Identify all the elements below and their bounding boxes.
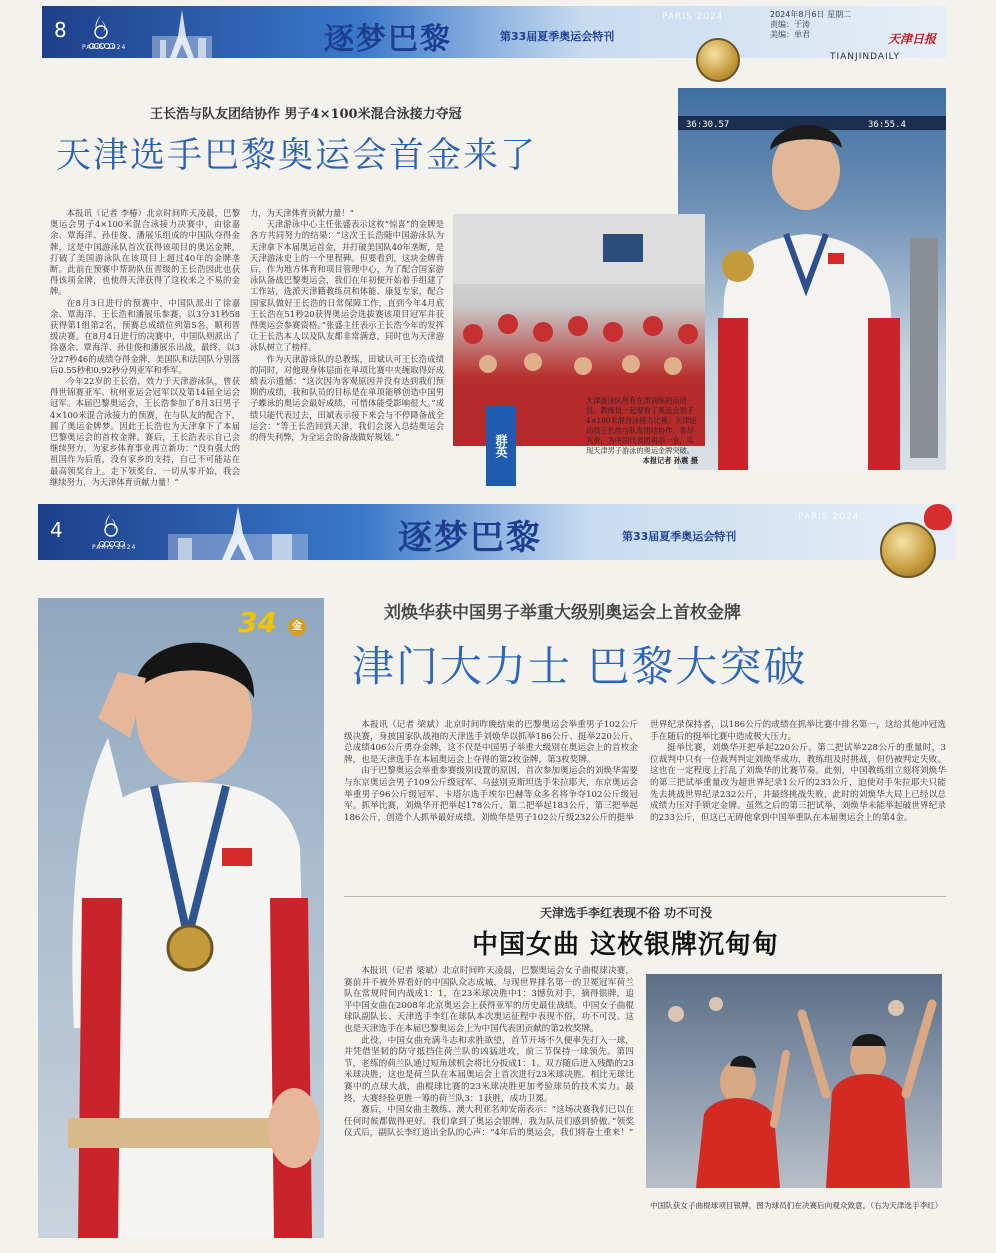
date-text: 2024年8月6日 星期二	[770, 10, 852, 19]
top-photo-caption	[586, 396, 698, 466]
scoreboard-left: 36:30.57	[686, 120, 730, 130]
bottom-banner-subtitle: 第33届夏季奥运会特刊	[622, 530, 737, 543]
story2-p1: 本报讯（记者 梁斌）北京时间昨天凌晨，巴黎奥运会女子曲棍球决赛，赛前并不被外界看好的中国队众志成城，与现世界排名第一的卫冕冠军荷兰队在常规时间内战成1：1，在23米球决胜中1：3憾负对手，摘得银牌，追平中国女曲在2008年北京奥运会上获得亚军的历史最佳战绩。中国女子曲棍球队副队长、天津选手李红在球队本次奥运征程中表现不俗，功不可没。这也是天津选手在本届巴黎奥运会上为中国代表团贡献的第2枚奖牌。	[344, 966, 634, 1034]
gold-count-label: 金	[288, 618, 306, 636]
bottom-story1-col1	[344, 720, 638, 888]
bottom-banner-paris: PARIS 2024	[798, 512, 860, 522]
editor-text: 责编：于涛	[770, 20, 810, 29]
bottom-eiffel-tower-icon	[168, 504, 308, 560]
scoreboard-right: 36:55.4	[868, 120, 906, 130]
top-banner-subtitle: 第33届夏季奥运会特刊	[500, 30, 615, 43]
bottom-page-number: 4	[50, 518, 63, 542]
bottom-banner-title: 逐梦巴黎	[398, 518, 542, 558]
bottom-headline: 津门大力士 巴黎大突破	[352, 642, 808, 691]
story2-p2: 此役，中国女曲充满斗志和求胜欲望，首节开场不久便率先打入一球，并凭借坚韧的防守抵挡住荷兰队的凶猛进攻，前三节保持一球领先。第四节，老练的荷兰队通过短角球机会将比分扳成1：1。双方随后进入残酷的23米球决胜，这也是荷兰队在本届奥运会上首次进行23米球决胜。相比无球比赛中的点球大战，曲棍球比赛的23米球决胜更加考验球员的技术实力。最终，大赛经验更胜一筹的荷兰队3：1获胜，成功卫冕。	[344, 1035, 634, 1104]
bottom-banner-medal-icon	[880, 522, 936, 578]
top-dateline	[770, 10, 851, 40]
masthead-logo: 天津日报	[888, 32, 937, 46]
top-page	[0, 0, 996, 492]
bottom-kicker: 刘焕华获中国男子举重大级别奥运会上首枚金牌	[384, 603, 741, 623]
designer-text: 美编：单君	[770, 30, 810, 39]
top-photo-credit: 本报记者 孙震 摄	[642, 456, 698, 465]
story2-headline: 中国女曲 这枚银牌沉甸甸	[472, 930, 780, 960]
story1-p4: 挺举比赛，刘焕华开把举起220公斤。第二把试举228公斤的重量时，3位裁判中只有一位裁判判定刘焕华成功，教练组及时挑战，但仍被判定失败。这也在一定程度上打乱了刘焕华的比赛节奏。此刻，中国教练组立刻将刘焕华的第三把试举重量改为超世界纪录1公斤的233公斤，迫使对手朱拉耶夫只能先去挑战世界纪录232公斤，并最终挑战失败，此时的刘焕华大局上已经以总成绩力压对手锁定金牌。虽然之后的第三把试举，刘焕华未能举起破世界纪录的233公斤，但这已无碍他拿到中国举重队在本届奥运会上的第4金。	[650, 743, 946, 823]
top-article-p4: 力，为天津体育贡献力量！”	[250, 208, 354, 218]
top-article-p6: 作为天津游泳队的总教练，田斌认可王长浩成绩的同时，对他现身体层面在单项比赛中夹缠取得好成绩表示遗憾：“这次因为客观原因并没有达到我们预期的成绩，我和队员的目标是在单项能够创造中国男子蝶泳的奥运会最好成绩，可惜体能受影响很大。”成绩只能代表过去，田斌表示接下来会与不停降备战全运会：“等王长浩回到天津，我们会深入总结奥运会的得失利弊，为全运会的备战做好规划。”	[250, 353, 444, 443]
bottom-page	[0, 492, 996, 1253]
hockey-players-photo	[646, 974, 942, 1188]
top-article-p2: 在8月3日进行的预赛中，中国队派出了徐嘉余、覃海洋、王长浩和潘展乐参赛，以3分31秒58获得第1组第2名，预赛总成绩位列第5名，顺利晋级决赛。在8月4日进行的决赛中，中国队则派出了徐嘉余、覃海洋、孙佳俊和潘展乐出战，最终，以3分27秒46的成绩夺得金牌，美国队和法国队分别落后0.55秒和0.92秒分列亚军和季军。	[50, 297, 240, 375]
story2-p3: 赛后，中国女曲主教练、澳大利亚名帅安南表示：“这场决赛我们已以在任何时候都做得更好。我们拿到了奥运会银牌，我为队员们感到骄傲。”领奖仪式后，副队长李红道出全队的心声：“4年后的奥运会，我们将卷土重来！”	[344, 1105, 634, 1139]
weightlifter-figure-icon	[38, 598, 324, 1238]
masthead-en: TIANJINDAILY	[830, 52, 900, 62]
swimmer-photo	[678, 88, 946, 470]
gold-count: 34	[238, 606, 277, 639]
top-article-p1: 本报讯（记者 李椿）北京时间昨天凌晨，巴黎奥运会男子4×100米混合泳接力决赛中，由徐嘉余、覃海洋、孙佳俊、潘展乐组成的中国队夺得金牌，这是中国游泳队首次获得该项目的奥运金牌，打破了美国游泳队在该项目上超过40年的金牌垄断。此前在预赛中帮助队伍晋级的王长浩因此也获得该项金牌，也使得天津获得了这枚来之不易的金牌。	[50, 208, 240, 297]
story1-p3: 世界纪录保持者，以186公斤的成绩在抓举比赛中排名第一，这给其他冲冠选手在随后的挺举比赛中造成极大压力。	[650, 720, 946, 742]
top-kicker: 王长浩与队友团结协作 男子4×100米混合泳接力夺冠	[150, 107, 462, 122]
bottom-story1-col2	[650, 720, 946, 888]
top-article-p3: 今年22岁的王长浩，效力于天津游泳队，曾获得世锦赛亚军、杭州亚运会冠军以及第14届全运会冠军。本届巴黎奥运会，王长浩参加了8月3日男子4×100米混合泳接力的预赛，在与队友的配合下，圆了奥运金牌梦。因此王长浩也为天津拿下了本届巴黎奥运会的首枚金牌。赛后，王长浩表示自己会继续努力，为家乡体育事业再立新功：“没有强大的祖国作为后盾，没有家乡的支持，自己不可能站在最高领奖台上。走下领奖台，一切从零开始，我会继续努力，为天津体育贡献力量！”	[50, 376, 240, 487]
eiffel-tower-icon	[152, 8, 212, 58]
bottom-paris-logo-text: PARIS 2024	[92, 544, 137, 551]
paris-logo-text: PARIS 2024	[82, 44, 127, 51]
weightlifter-photo	[38, 598, 324, 1238]
hockey-figures-icon	[646, 974, 942, 1188]
side-tag-text: 群英	[494, 434, 508, 458]
side-tag	[486, 406, 516, 486]
top-banner-medal-icon	[696, 38, 740, 82]
story-divider	[344, 896, 946, 897]
story1-p1: 本报讯（记者 梁斌）北京时间昨晚结束的巴黎奥运会举重男子102公斤级决赛，身披国家队战袍的天津选手刘焕华以抓举186公斤、挺举220公斤、总成绩406公斤勇夺金牌，这不仅是中国男子举重大级别在奥运会上的首枚金牌，也是天津选手在本届奥运会上夺得的第2枚金牌，第3枚奖牌。	[344, 720, 638, 765]
bottom-banner	[38, 504, 956, 560]
story2-caption: 中国队获女子曲棍球项目银牌，图为球员们在决赛后向观众致意。（右为天津选手李红）	[650, 1201, 943, 1210]
top-article-col2	[250, 208, 444, 480]
bottom-story2-col	[344, 966, 634, 1250]
top-page-number: 8	[54, 18, 67, 42]
top-banner-title: 逐梦巴黎	[324, 22, 452, 57]
top-headline: 天津选手巴黎奥运会首金来了	[56, 136, 538, 176]
story2-kicker: 天津选手李红表现不俗 功不可没	[540, 906, 713, 920]
swimmer-figure-icon	[678, 88, 946, 470]
top-article-p5: 天津游泳中心主任张盛表示这枚“惊喜”的金牌是各方共同努力的结果：“这次王长浩随中国游泳队为天津拿下本届奥运首金，并打破美国队40年垄断，是天津游泳史上的一个里程碑。但要看到，这块金牌背后，作为地方体育和项目管理中心，为了配合国家游泳队备战巴黎奥运会，我们在年初便开始着手组建了工作站，选派天津籍教练员和体能、康复专家，配合国家队做好王长浩的日常保障工作，直到今年4月底王长浩在51秒20获得奥运会选拔赛该项目冠军并获得奥运会参赛资格。”张盛主任表示王长浩今年的发挥让王长浩本人以及队友都非常满意，同时也为天津游泳队树立了榜样。	[250, 219, 444, 353]
top-article-col1	[50, 208, 240, 487]
top-caption-text: 天津游泳队所有在津训练的运动员、教练员一起观看了奥运会男子4×100米混合泳接力比赛。天津运动员王长浩与队友团结协作、各尽其责，为中国代表团再添一金，实现天津男子游泳的奥运金牌突破。	[586, 396, 697, 455]
story1-p2: 由于巴黎奥运会举重参赛级别设置的原因，首次参加奥运会的刘焕华需要与东京奥运会男子109公斤级冠军、乌兹别克斯坦选手朱拉耶夫，东京奥运会举重男子96公斤级冠军、卡塔尔选手埃尔巴赫等众多名将争夺102公斤级冠军。抓举比赛，刘焕华开把举起178公斤，第二把举起183公斤，第三把举起186公斤，创造个人抓举最好成绩。刘焕华是男子102公斤级232公斤的挺举	[344, 766, 638, 823]
top-banner-paris: PARIS 2024	[662, 12, 724, 22]
mascot-icon	[924, 504, 952, 530]
